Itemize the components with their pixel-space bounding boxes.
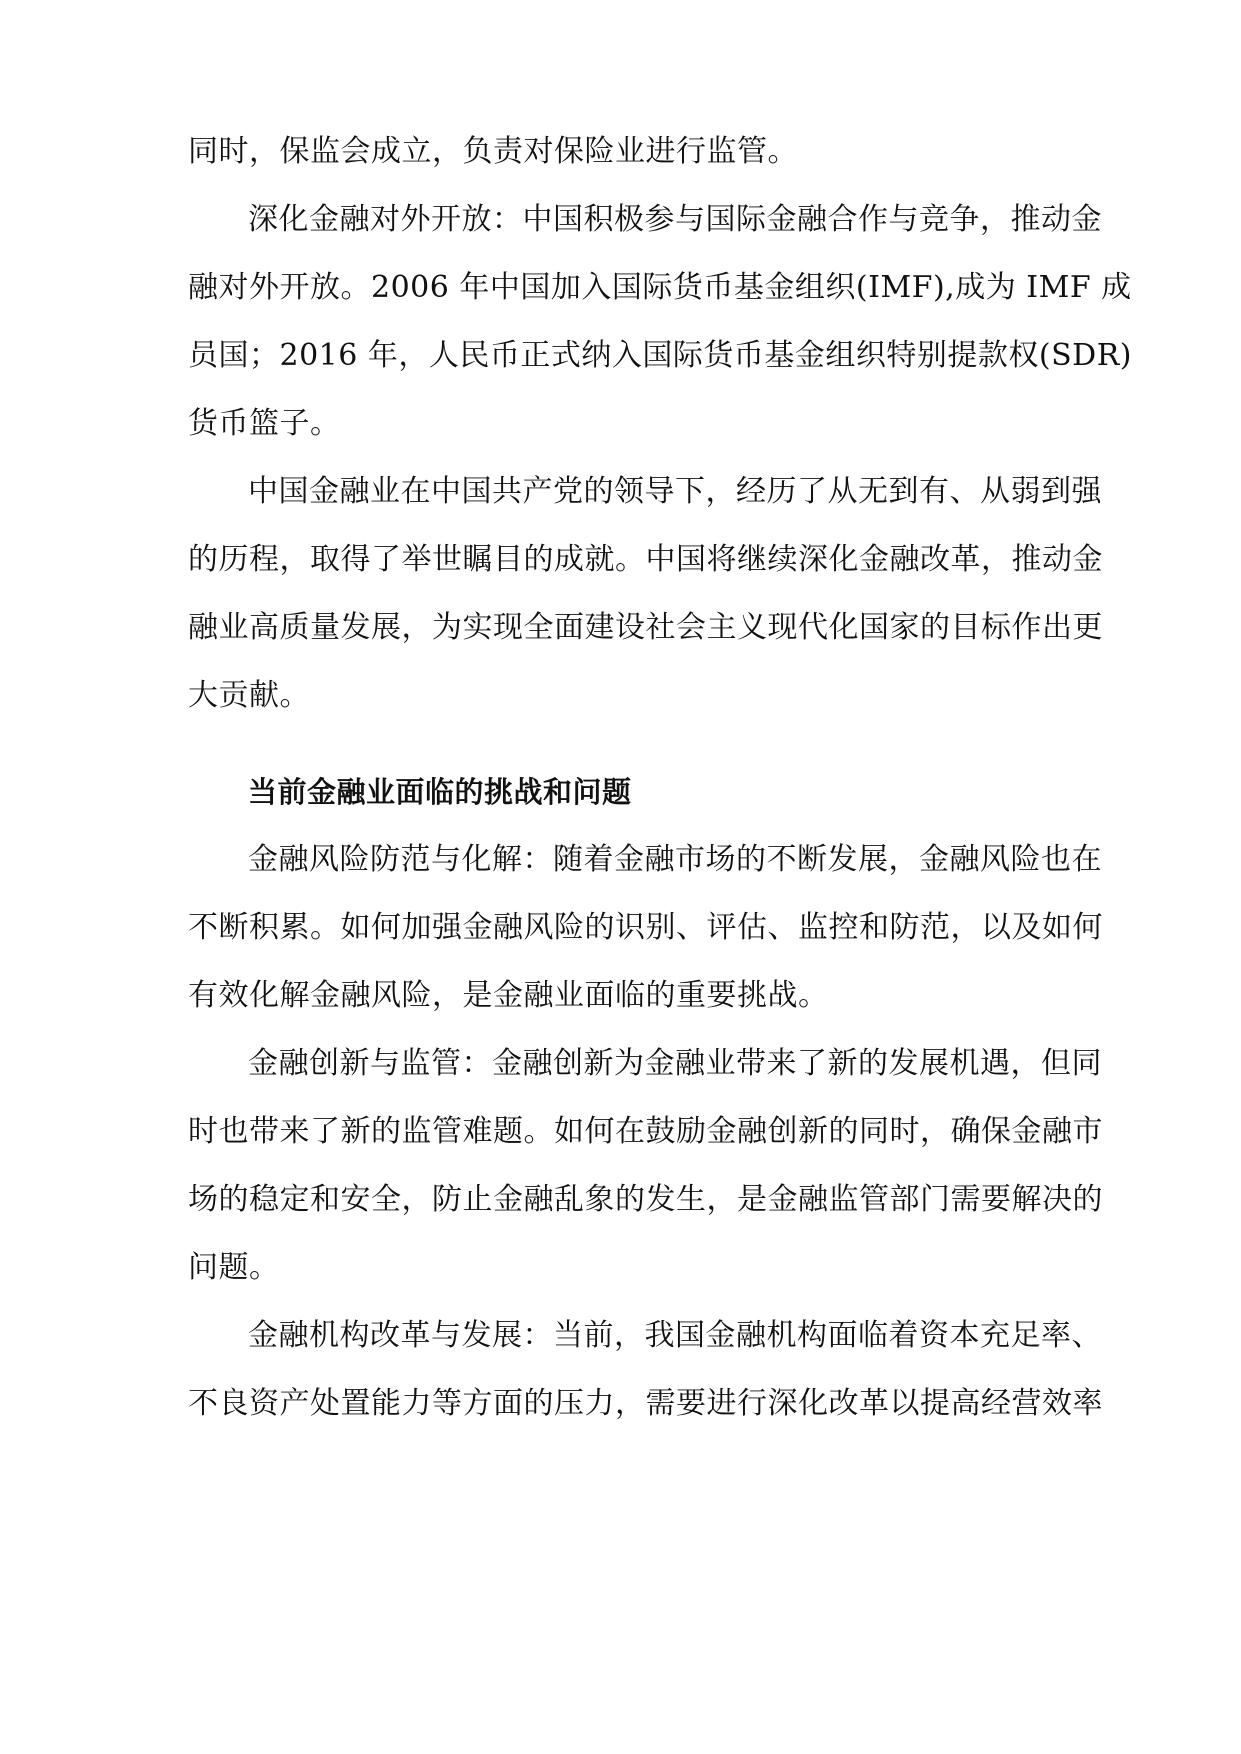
text-line: 不断积累。如何加强金融风险的识别、评估、监控和防范，以及如何 xyxy=(188,910,1103,945)
text-line: 中国金融业在中国共产党的领导下，经历了从无到有、从弱到强 xyxy=(248,474,1102,509)
text-line: 员国；2016 年，人民币正式纳入国际货币基金组织特别提款权(SDR) xyxy=(188,338,1132,373)
section-heading: 当前金融业面临的挑战和问题 xyxy=(248,775,632,809)
text-line: 深化金融对外开放：中国积极参与国际金融合作与竞争，推动金 xyxy=(248,202,1102,237)
text-line: 有效化解金融风险，是金融业面临的重要挑战。 xyxy=(188,978,829,1013)
text-line: 的历程，取得了举世瞩目的成就。中国将继续深化金融改革，推动金 xyxy=(188,542,1103,577)
text-line: 金融风险防范与化解：随着金融市场的不断发展，金融风险也在 xyxy=(248,842,1102,877)
text-line: 时也带来了新的监管难题。如何在鼓励金融创新的同时，确保金融市 xyxy=(188,1114,1103,1149)
text-line: 大贡献。 xyxy=(188,678,310,713)
text-line: 问题。 xyxy=(188,1250,280,1285)
text-line: 不良资产处置能力等方面的压力，需要进行深化改革以提高经营效率 xyxy=(188,1386,1103,1421)
text-line: 金融机构改革与发展：当前，我国金融机构面临着资本充足率、 xyxy=(248,1318,1102,1353)
text-line: 场的稳定和安全，防止金融乱象的发生，是金融监管部门需要解决的 xyxy=(188,1182,1103,1217)
text-line: 同时，保监会成立，负责对保险业进行监管。 xyxy=(188,134,798,169)
text-line: 融业高质量发展，为实现全面建设社会主义现代化国家的目标作出更 xyxy=(188,610,1103,645)
text-line: 货币篮子。 xyxy=(188,406,341,441)
text-line: 融对外开放。2006 年中国加入国际货币基金组织(IMF),成为 IMF 成 xyxy=(188,270,1132,305)
text-line: 金融创新与监管：金融创新为金融业带来了新的发展机遇，但同 xyxy=(248,1046,1102,1081)
